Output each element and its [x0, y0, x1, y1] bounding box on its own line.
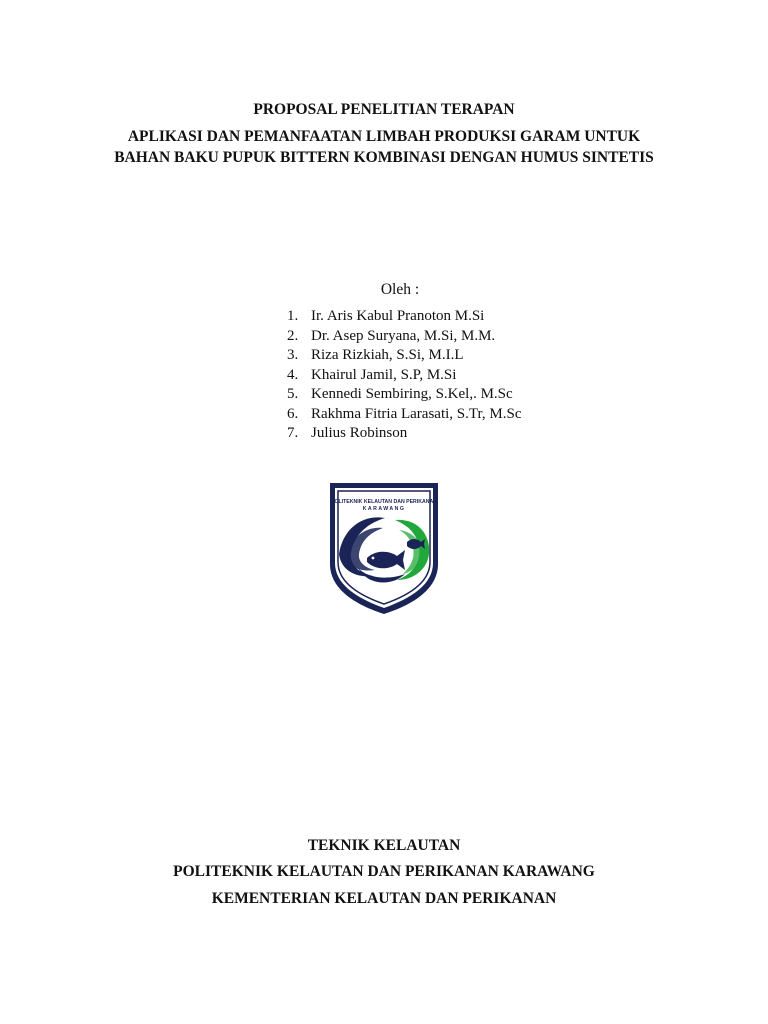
- author-item: [287, 424, 522, 444]
- ministry-name: KEMENTERIAN KELAUTAN DAN PERIKANAN: [211, 890, 557, 907]
- author-name: Khairul Jamil, S.P, M.Si: [311, 366, 457, 383]
- author-name: Rakhma Fitria Larasati, S.Tr, M.Sc: [311, 405, 522, 422]
- by-label: Oleh :: [380, 281, 420, 298]
- author-name: Dr. Asep Suryana, M.Si, M.M.: [311, 327, 496, 344]
- author-number: 5.: [287, 386, 299, 402]
- logo-text-bottom: KARAWANG: [362, 506, 406, 512]
- author-number: 7.: [287, 425, 299, 441]
- author-item: [287, 327, 522, 347]
- author-item: [287, 405, 522, 425]
- author-item: [287, 307, 522, 327]
- author-name: Riza Rizkiah, S.Si, M.I.L: [311, 347, 464, 363]
- title-line-1: APLIKASI DAN PEMANFAATAN LIMBAH PRODUKSI GARAM UNTUK: [127, 128, 641, 145]
- author-name: Ir. Aris Kabul Pranoton M.Si: [311, 308, 485, 324]
- author-number: 3.: [287, 347, 299, 363]
- author-name: Kennedi Sembiring, S.Kel,. M.Sc: [311, 386, 513, 402]
- document-type-heading: PROPOSAL PENELITIAN TERAPAN: [253, 101, 515, 118]
- author-number: 1.: [287, 308, 299, 324]
- author-number: 6.: [287, 405, 299, 422]
- author-name: Julius Robinson: [311, 425, 408, 441]
- author-list: [287, 307, 522, 444]
- institution-name: POLITEKNIK KELAUTAN DAN PERIKANAN KARAWANG: [173, 863, 595, 880]
- author-item: [287, 346, 522, 366]
- author-number: 2.: [287, 327, 299, 344]
- author-number: 4.: [287, 366, 299, 383]
- logo-text-top: POLITEKNIK KELAUTAN DAN PERIKANAN: [331, 499, 437, 505]
- department-name: TEKNIK KELAUTAN: [307, 837, 461, 854]
- author-item: [287, 385, 522, 405]
- title-line-2: BAHAN BAKU PUPUK BITTERN KOMBINASI DENGAN HUMUS SINTETIS: [114, 149, 654, 166]
- institution-logo: [325, 476, 443, 616]
- author-item: [287, 366, 522, 386]
